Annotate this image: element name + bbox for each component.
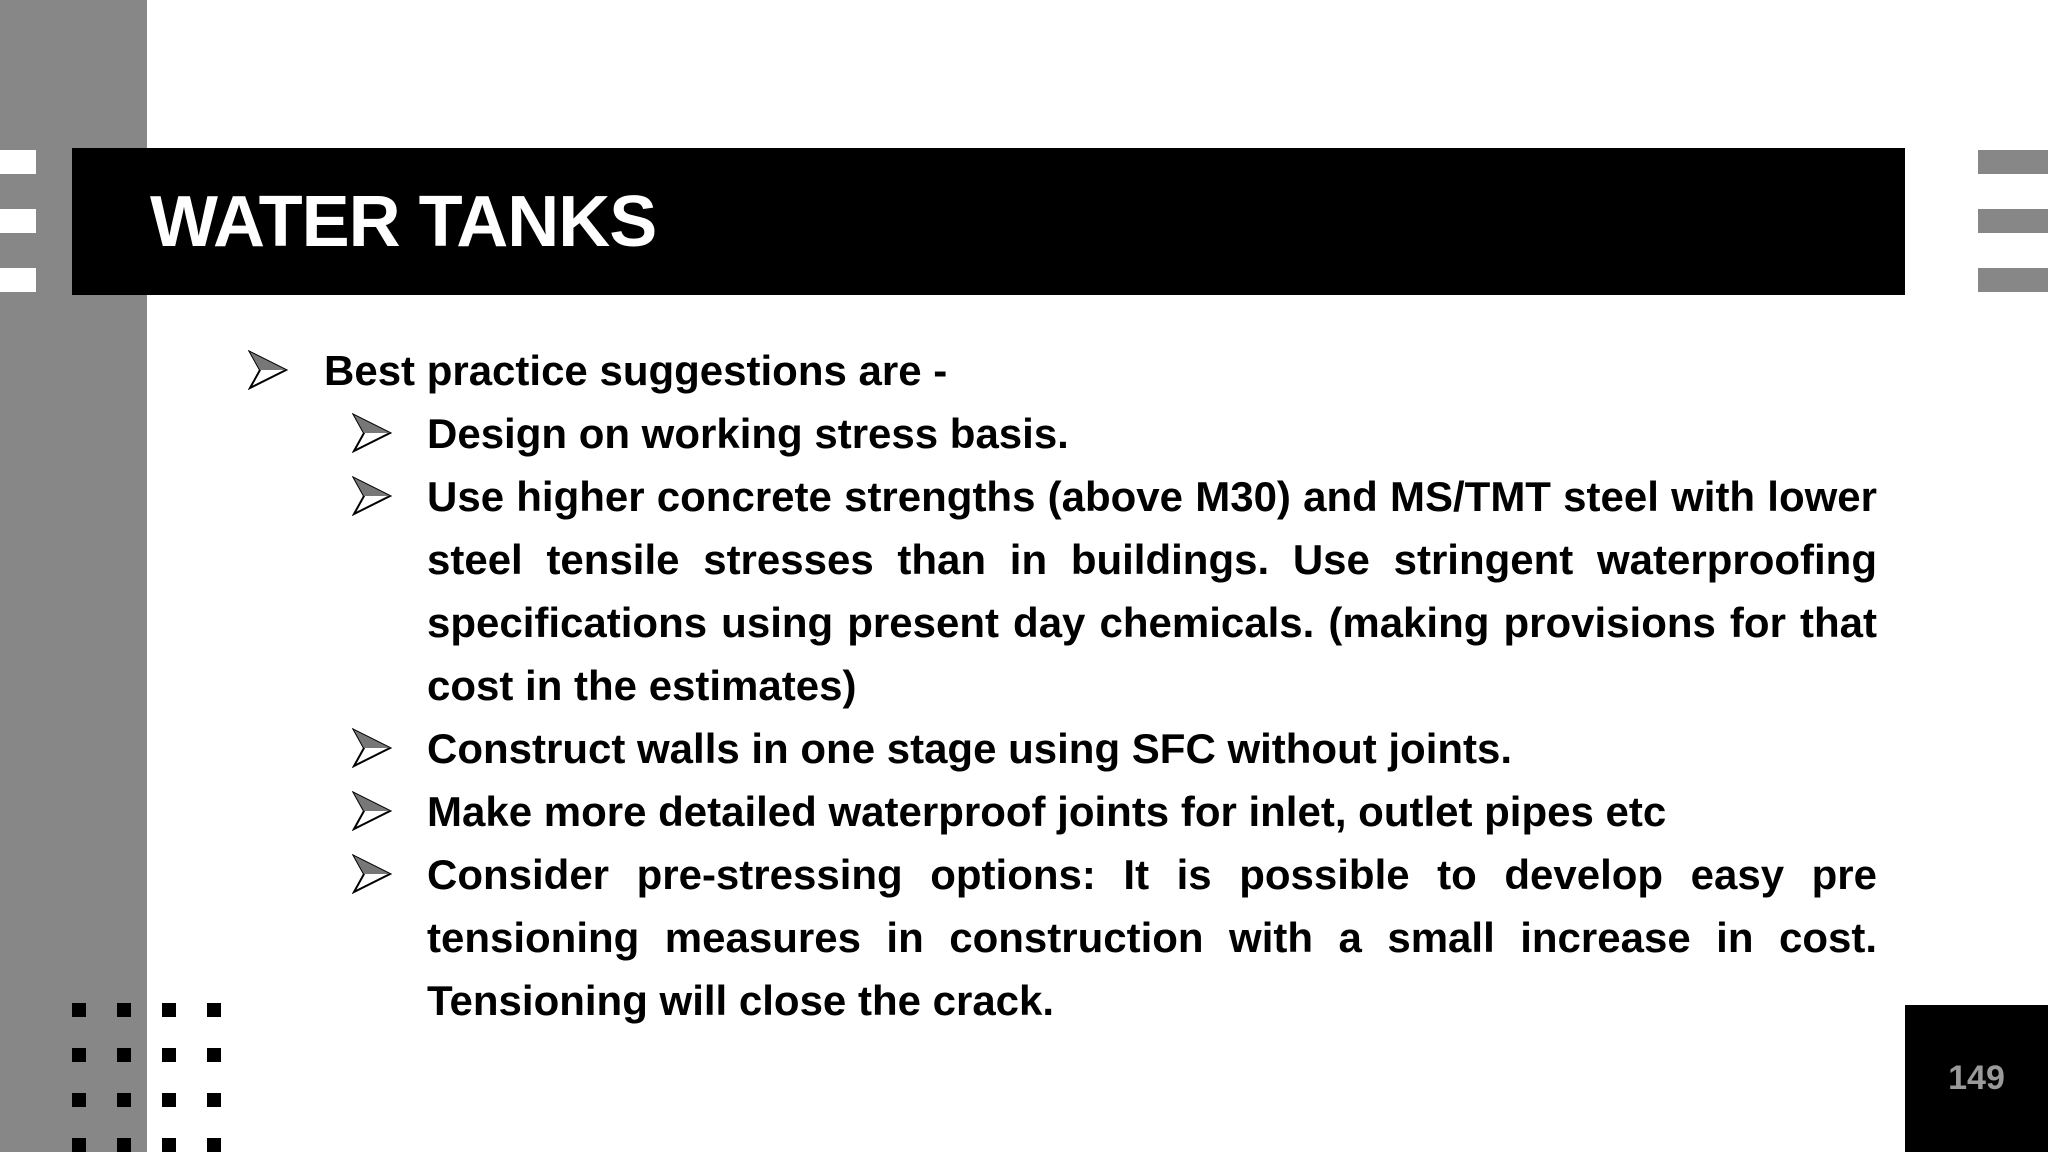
dot [207,1093,221,1107]
dot [207,1048,221,1062]
sub-bullet-text: Consider pre-stressing options: It is possible to develop easy pre tensioning measures in construction with a small increase in cost. Tensioning will close the crack. [427,851,1877,1024]
dot [117,1003,131,1017]
dot [72,1003,86,1017]
right-stripe [1978,150,2048,174]
arrowhead-bullet-icon [352,854,392,894]
left-stripe [0,150,36,174]
arrowhead-bullet-icon [352,791,392,831]
right-stripe [1978,209,2048,233]
dot [72,1093,86,1107]
right-stripe [1978,268,2048,292]
dot [72,1138,86,1152]
dot [72,1048,86,1062]
dot-grid-decoration [72,1003,232,1152]
page-number-box [1905,1005,2048,1152]
dot [162,1138,176,1152]
dot [117,1048,131,1062]
arrowhead-bullet-icon [248,350,288,390]
dot [117,1138,131,1152]
left-stripe [0,268,36,292]
left-stripe [0,209,36,233]
arrowhead-bullet-icon [352,728,392,768]
dot [207,1003,221,1017]
sub-bullet-text: Use higher concrete strengths (above M30) and MS/TMT steel with lower steel tensile stresses than in buildings. Use stringent waterproofing specifications using present day chemicals. (making provisions for that cost in the estimates) [427,473,1877,709]
dot [162,1003,176,1017]
sub-bullet-text: Make more detailed waterproof joints for inlet, outlet pipes etc [427,788,1667,835]
sub-bullet-text: Design on working stress basis. [427,410,1069,457]
dot [117,1093,131,1107]
main-bullet-text: Best practice suggestions are - [324,347,948,394]
arrowhead-bullet-icon [352,476,392,516]
page-number: 149 [1948,1059,2005,1097]
dot [207,1138,221,1152]
dot [162,1048,176,1062]
slide-title: WATER TANKS [150,182,657,262]
arrowhead-bullet-icon [352,413,392,453]
dot [162,1093,176,1107]
title-bar [72,148,1905,295]
sub-bullet-text: Construct walls in one stage using SFC without joints. [427,725,1513,772]
